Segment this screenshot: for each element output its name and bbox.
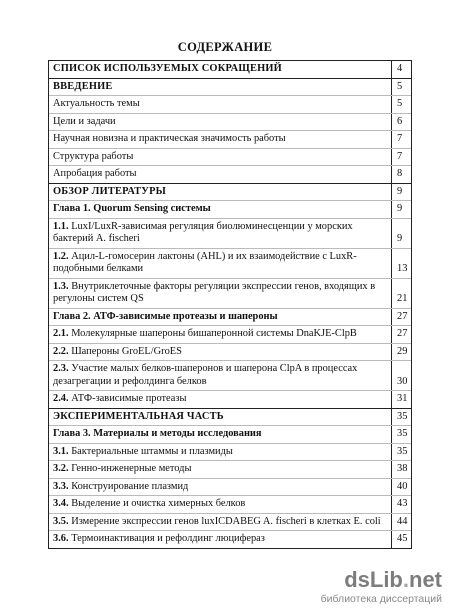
toc-page-number-text: 9 [397,203,403,214]
toc-page-number-text: 45 [397,533,408,544]
toc-entry [49,344,391,361]
toc-item-row [49,360,411,390]
toc-entry-title: Актуальность темы [53,98,140,109]
watermark [321,569,442,605]
toc-entry [49,249,391,278]
toc-page-number [391,61,411,78]
toc-entry-number: 2.2. [53,345,69,357]
toc-page-number-text: 44 [397,515,408,527]
toc-entry-number: 1.3. [53,280,69,292]
toc-entry-number: 1.2. [53,250,69,262]
toc-page-number [391,344,411,361]
toc-page-number-text: 43 [397,498,408,509]
toc-entry-title: Апробация работы [53,168,137,179]
toc-page-number [391,461,411,478]
toc-entry [49,149,391,166]
toc-page-number-text: 13 [397,263,408,274]
toc-page-number-text: 6 [397,115,403,127]
toc-item-row [49,530,411,548]
toc-page-number-text: 9 [397,233,403,244]
toc-page-number-text: 27 [397,310,408,322]
toc-page-number [391,409,411,426]
toc-entry-number: 3.3. [53,480,69,492]
toc-item-row [49,248,411,278]
toc-entry [49,531,391,548]
toc-entry [49,61,391,78]
toc-page-number-text: 7 [397,133,403,144]
watermark-subtitle: библиотека диссертаций [320,593,442,605]
toc-page-number [391,479,411,496]
toc-entry-number: 2.3. [53,363,69,374]
toc-entry [49,326,391,343]
toc-entry-title: ВВЕДЕНИЕ [53,80,113,92]
toc-entry-number: Глава 2. [53,310,91,322]
toc-entry [49,361,391,390]
toc-page-number-text: 38 [397,463,408,474]
toc-entry-number: Глава 1. [53,203,91,214]
toc-entry-title: АТФ-зависимые протеазы [71,393,187,404]
toc-entry-number: 3.6. [53,533,69,544]
toc-entry [49,184,391,201]
toc-page-number-text: 7 [397,150,403,162]
toc-entry-title: Измерение экспрессии генов luxICDABEG A. fischeri в клетках E. coli [71,515,381,527]
toc-entry [49,309,391,326]
toc-item-row [49,495,411,513]
toc-entry [49,391,391,408]
toc-entry-title: Выделение и очистка химерных белков [71,498,246,509]
toc-entry-number: 2.1. [53,328,69,339]
toc-entry [49,444,391,461]
toc-page-number-text: 35 [397,428,408,439]
toc-page-number [391,309,411,326]
toc-page-number [391,249,411,278]
toc-page-number-text: 31 [397,393,408,404]
toc-page-number-text: 40 [397,480,408,492]
toc-entry-title: Генно-инженерные методы [71,463,192,474]
toc-page-number-text: 27 [397,328,408,339]
toc-entry [49,201,391,218]
toc-entry [49,496,391,513]
toc-entry-title: Шапероны GroEL/GroES [71,345,182,357]
toc-page-number [391,79,411,96]
toc-entry [49,79,391,96]
toc-chapter-row [49,308,411,326]
toc-entry-title: Структура работы [53,150,134,162]
toc-entry-title: Внутриклеточные факторы регуляции экспрессии генов, входящих в регулоны систем QS [53,280,376,304]
toc-entry-title: Quorum Sensing системы [93,203,211,214]
toc-page-number [391,184,411,201]
toc-item-row [49,325,411,343]
toc-entry-title: ОБЗОР ЛИТЕРАТУРЫ [53,185,167,197]
toc-entry [49,166,391,183]
toc-page-number [391,514,411,531]
toc-item-row [49,513,411,531]
toc-item-row [49,148,411,166]
toc-entry [49,461,391,478]
toc-item-row [49,130,411,148]
toc-chapter-row [49,425,411,443]
toc-page-number-text: 5 [397,98,403,109]
toc-page-number [391,361,411,390]
toc-entry-title: Молекулярные шапероны бишаперонной системы DnaKJE-ClpB [71,328,357,339]
toc-entry [49,426,391,443]
toc-entry [49,219,391,248]
toc-entry-title: АТФ-зависимые протеазы и шапероны [93,310,278,322]
toc-page-number-text: 5 [397,80,403,92]
toc-page-number [391,444,411,461]
toc-item-row [49,218,411,248]
toc-page-number [391,391,411,408]
toc-section-row [49,61,411,78]
toc-page-number [391,426,411,443]
toc-section-row [49,408,411,426]
toc-entry-number: 2.4. [53,393,69,404]
toc-page-number-text: 30 [397,375,408,387]
toc-entry-title: Термоинактивация и рефолдинг люцифераз [71,533,265,544]
toc-entry-title: Конструирование плазмид [71,480,189,492]
toc-entry [49,131,391,148]
toc-entry-number: Глава 3. [53,428,91,439]
toc-entry-title: Материалы и методы исследования [93,428,262,439]
toc-item-row [49,165,411,183]
toc-page-number-text: 35 [397,445,408,457]
toc-section-row [49,78,411,96]
toc-item-row [49,478,411,496]
toc-page-number [391,219,411,248]
toc-item-row [49,278,411,308]
toc-entry-title: СПИСОК ИСПОЛЬЗУЕМЫХ СОКРАЩЕНИЙ [53,63,282,74]
toc-page-number-text: 9 [397,185,403,197]
toc-entry-number: 3.5. [53,515,69,527]
toc-entry-title: Бактериальные штаммы и плазмиды [71,445,233,457]
toc-chapter-row [49,200,411,218]
toc-page-number [391,114,411,131]
toc-entry-number: 1.1. [53,220,69,232]
toc-page-number-text: 8 [397,168,403,179]
watermark-logo: dsLib.net [344,567,442,592]
toc-entry-number: 3.4. [53,498,69,509]
toc-item-row [49,390,411,408]
toc-entry-number: 3.1. [53,445,69,457]
page-title: СОДЕРЖАНИЕ [177,40,273,54]
toc-entry-title: Научная новизна и практическая значимость работы [53,133,286,144]
toc-item-row [49,113,411,131]
toc-entry-title: ЭКСПЕРИМЕНТАЛЬНАЯ ЧАСТЬ [53,410,224,422]
toc-page-number-text: 29 [397,345,408,357]
toc-page-number [391,96,411,113]
toc-entry-title: Цели и задачи [53,115,116,127]
toc-entry [49,96,391,113]
toc-page-number [391,531,411,548]
toc-entry [49,514,391,531]
toc-entry [49,279,391,308]
toc-page-number [391,166,411,183]
toc-entry [49,114,391,131]
toc-page-number [391,131,411,148]
toc-page-number [391,279,411,308]
toc-item-row [49,95,411,113]
toc-section-row [49,183,411,201]
toc-entry-title: Участие малых белков-шаперонов и шаперона ClpA в процессах дезагрегации и рефолдинга белков [53,363,358,387]
toc-page-number [391,496,411,513]
toc-entry [49,409,391,426]
toc-item-row [49,443,411,461]
toc-page-number-text: 35 [397,410,408,422]
toc-page-number-text: 21 [397,293,408,304]
toc-page-number [391,149,411,166]
toc-page-number [391,326,411,343]
toc-entry-title: LuxI/LuxR-зависимая регуляция биолюминесценции у морских бактерий A. fischeri [53,220,353,244]
toc-item-row [49,460,411,478]
toc-entry-title: Ацил-L-гомосерин лактоны (AHL) и их взаимодействие с LuxR-подобными белками [53,250,357,274]
toc-entry-number: 3.2. [53,463,69,474]
toc-page-number-text: 4 [397,63,403,74]
toc-entry [49,479,391,496]
toc-page-number [391,201,411,218]
toc-item-row [49,343,411,361]
table-of-contents [48,60,412,549]
